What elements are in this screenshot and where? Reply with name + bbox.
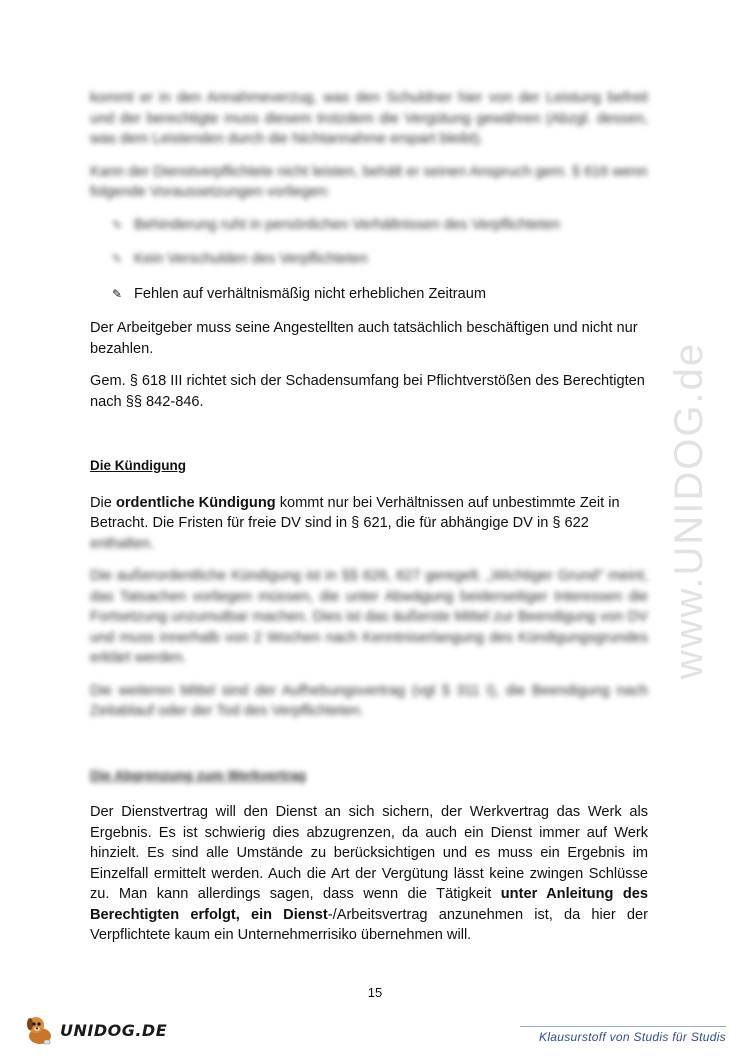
list-item-text: Fehlen auf verhältnismäßig nicht erheblichen Zeitraum [134, 285, 487, 302]
footer-logo[interactable] [22, 1012, 167, 1048]
paragraph-weitere-mittel: Die weiteren Mittel sind der Aufhebungsvertrag (vgl § 311 I), die Beendigung nach Zeitablauf oder der Tod des Verpflichteten. [90, 682, 648, 719]
werk-text-2: -/Arbeitsvertrag anzunehmen ist, da hier der Verpflichtete kaum ein Unternehmerrisiko übernehmen will. [90, 906, 648, 943]
pencil-icon: ✎ [112, 286, 123, 301]
heading-abgrenzung: Die Abgrenzung zum Werkvertrag [90, 767, 307, 783]
dog-logo-icon [22, 1012, 58, 1048]
heading-kuendigung: Die Kündigung [90, 458, 186, 473]
paragraph-ausserordentliche-kuendigung: Die außerordentliche Kündigung ist in §§ 626, 627 geregelt. „Wichtiger Grund" meint, das Tatsachen vorliegen müssen, die unter Abwägung beiderseitiger Interessen die Fortsetzung unzumutbar machen. Dies ist das äußerste Mittel zur Beendigung von DV und muss innerhalb von 2 Wochen nach Kenntniserlangung des Kündigungsgrundes erklärt werden. [90, 568, 648, 666]
logo-text: UNIDOG.DE [60, 1020, 168, 1040]
page-number: 15 [367, 985, 383, 1000]
watermark-text: www.UNIDOG.de [667, 341, 712, 679]
werk-bold: unter Anleitung des Berechtigten erfolgt, ein Dienst [90, 886, 649, 923]
pencil-icon: ✎ [112, 252, 123, 266]
list-item-text: Behinderung ruht in persönlichen Verhältnissen des Verpflichteten [134, 216, 560, 233]
paragraph-schadensumfang: Gem. § 618 III richtet sich der Schadensumfang bei Pflichtverstößen des Berechtigten nach §§ 842-846. [90, 373, 645, 410]
footer-divider [520, 1026, 726, 1027]
watermark [640, 280, 740, 740]
kuendigung-prefix: Die [90, 494, 116, 511]
paragraph-annahmeverzug: kommt er in den Annahmeverzug, was den Schuldner hier von der Leistung befreit und der berechtigte muss diesem trotzdem die Vergütung gewähren (Abzgl. dessen, was dem Leistenden durch die Nichtannahme erspart bleibt). [90, 90, 648, 147]
paragraph-ordentliche-kuendigung [90, 493, 648, 534]
footer-tagline: Klausurstoff von Studis für Studis [539, 1030, 726, 1044]
paragraph-kuendigung-end: enthalten. [90, 535, 155, 552]
kuendigung-bold: ordentliche Kündigung [115, 494, 276, 511]
kuendigung-rest: kommt nur bei Verhältnissen auf unbestimmte Zeit in Betracht. Die Fristen für freie DV sind in § 621, die für abhängige DV in § 622 [90, 494, 620, 531]
bullet-list [112, 215, 648, 305]
werk-text-1: Der Dienstvertrag will den Dienst an sich sichern, der Werkvertrag das Werk als Ergebnis. Es ist schwierig dies abzugrenzen, da auch ein Dienst immer auf Werk hinzielt. Es sind alle Umstände zu berücksichtigen und es muss ein Ergebnis im Einzelfall ermittelt werden. Auch die Art der Vergütung lässt keine zwingen Schlüsse zu. Man kann allerdings sagen, dass wenn die Tätigkeit [90, 804, 648, 902]
paragraph-werkvertrag [90, 802, 648, 946]
pencil-icon: ✎ [112, 217, 123, 232]
list-item-text: Kein Verschulden des Verpflichteten [134, 251, 368, 267]
list-item [112, 284, 648, 305]
paragraph-anspruch: Kann der Dienstverpflichtete nicht leisten, behält er seinen Anspruch gem. § 616 wenn folgende Voraussetzungen vorliegen: [90, 163, 648, 200]
list-item [112, 215, 648, 236]
paragraph-arbeitgeber: Der Arbeitgeber muss seine Angestellten auch tatsächlich beschäftigen und nicht nur bezahlen. [90, 320, 638, 357]
list-item [112, 249, 648, 270]
page-content [90, 88, 648, 958]
